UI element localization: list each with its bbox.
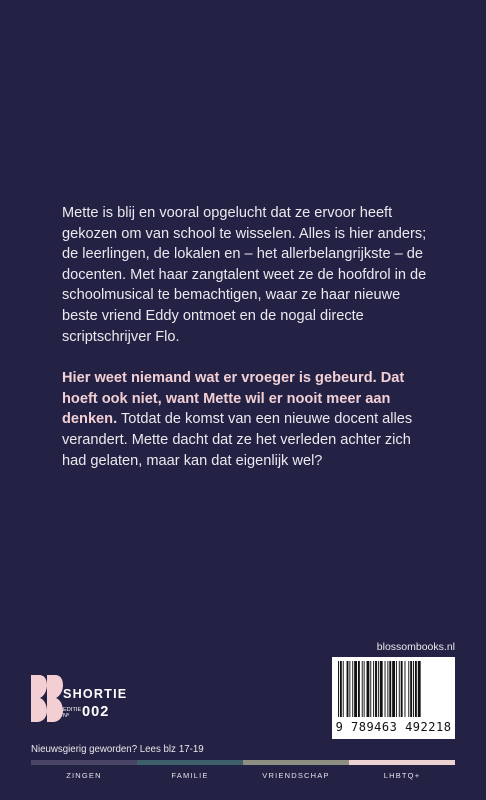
theme-labels <box>31 771 455 780</box>
edition-number: 002 <box>82 704 110 720</box>
edition-row <box>63 705 127 720</box>
barcode-bar <box>373 661 374 717</box>
barcode-bar <box>362 661 363 717</box>
barcode-bars <box>332 657 455 719</box>
barcode-bar <box>340 661 342 717</box>
barcode-bar <box>413 661 414 717</box>
barcode-bar <box>375 661 377 717</box>
barcode-bar <box>364 661 365 717</box>
theme-bar-familie <box>137 760 243 765</box>
barcode-bar <box>392 661 395 717</box>
barcode-bar <box>405 661 406 717</box>
barcode-bar <box>354 661 357 717</box>
barcode-bar <box>401 661 403 717</box>
theme-bar-zingen <box>31 760 137 765</box>
barcode-bar <box>399 661 400 717</box>
teaser-line <box>31 744 204 755</box>
theme-bar-vriendschap <box>243 760 349 765</box>
edition-label: EDITIE Nº <box>63 706 82 719</box>
blossom-books-logo <box>31 675 63 722</box>
barcode-bar <box>352 661 353 717</box>
teaser-text: Nieuwsgierig geworden? Lees blz <box>31 744 176 755</box>
theme-label-zingen: ZINGEN <box>66 771 102 780</box>
blurb-paragraph-2 <box>62 368 434 471</box>
barcode-bar <box>396 661 397 717</box>
logo-b-left <box>31 675 47 722</box>
barcode-bar <box>418 661 421 717</box>
barcode-bar <box>415 661 417 717</box>
theme-bar-lhbtq <box>349 760 455 765</box>
theme-label-familie: FAMILIE <box>171 771 209 780</box>
barcode-bar <box>370 661 371 717</box>
barcode-bar <box>389 661 391 717</box>
blurb-paragraph-1: Mette is blij en vooral opgelucht dat ze ervoor heeft gekozen om van school te wisselen. Alles is hier anders; de leerlingen, de lokalen en – het allerbelangrijkste – de docenten. Met haar zangtalent weet ze de hoofdrol in de schoolmusical te bemachtigen, waar ze haar nieuwe beste vriend Eddy ontmoet en de nogal directe scriptschrijver Flo. <box>62 205 427 345</box>
barcode-bar <box>338 661 339 717</box>
barcode-bar <box>410 661 412 717</box>
theme-label-vriendschap: VRIENDSCHAP <box>262 771 330 780</box>
barcode-bar <box>387 661 388 717</box>
blurb-paragraph-2-rest: Totdat de komst van een nieuwe docent alles verandert. Mette dacht dat ze het verleden achter zich had gelaten, maar kan dat eigenlijk wel? <box>62 411 413 469</box>
barcode-bar <box>378 661 379 717</box>
back-cover-blurb <box>62 203 434 471</box>
barcode-bar <box>408 661 409 717</box>
barcode-bar <box>380 661 383 717</box>
series-logo-text <box>63 688 127 720</box>
barcode-bar <box>343 661 344 717</box>
blurb-highlight: Hier weet niemand wat er vroeger is gebeurd. Dat hoeft ook niet, want Mette wil er nooit meer aan denken. <box>62 370 405 428</box>
barcode-bar <box>358 661 360 717</box>
theme-label-lhbtq: LHBTQ+ <box>383 771 421 780</box>
barcode-bar <box>349 661 350 717</box>
barcode-bar <box>347 661 349 717</box>
publisher-website: blossombooks.nl <box>376 641 455 653</box>
barcode-bar <box>367 661 370 717</box>
theme-bars <box>31 760 455 765</box>
teaser-pages: 17-19 <box>178 744 204 755</box>
barcode <box>332 657 455 739</box>
barcode-bar <box>385 661 386 717</box>
series-name: SHORTIE <box>63 687 128 701</box>
isbn-number: 9 789463 492218 <box>335 720 452 734</box>
logo-b-right <box>47 675 63 722</box>
